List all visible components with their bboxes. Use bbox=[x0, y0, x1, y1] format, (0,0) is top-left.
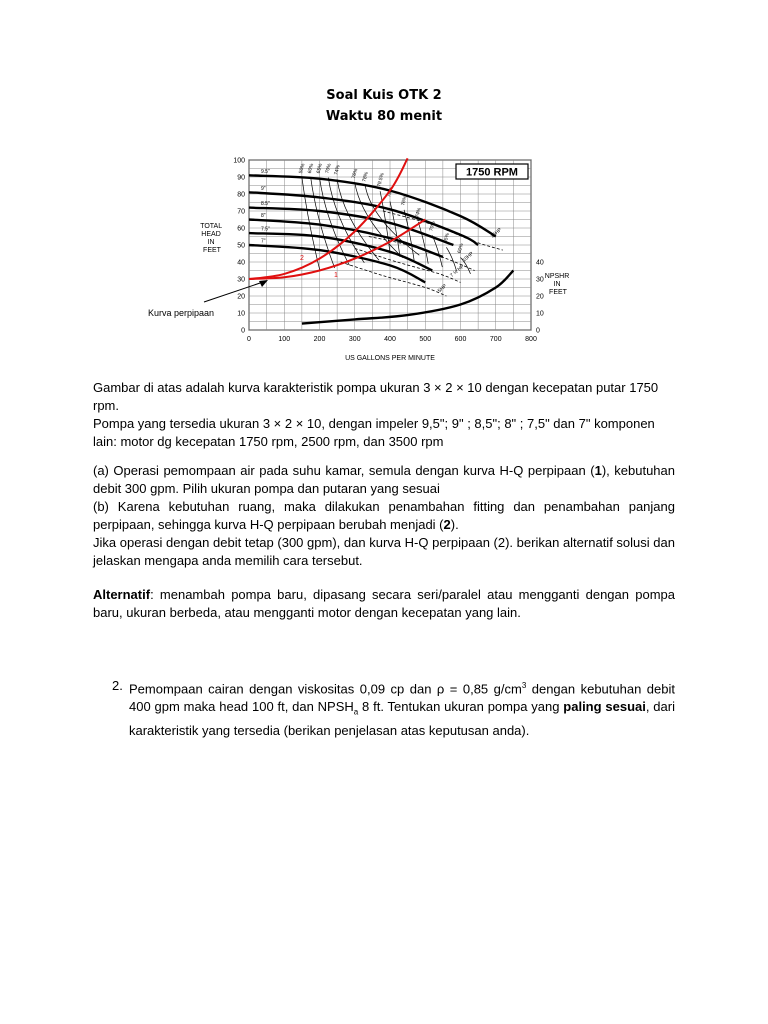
y-tick-label: 70 bbox=[237, 208, 245, 216]
svg-text:1750 RPM: 1750 RPM bbox=[466, 166, 518, 179]
y-tick-label: 60 bbox=[237, 225, 245, 233]
impeller-label: 8" bbox=[261, 213, 266, 219]
annotation-kurva-perpipaan: Kurva perpipaan bbox=[148, 308, 215, 318]
hp-label: 5HP bbox=[436, 283, 449, 295]
impeller-label: 7" bbox=[261, 238, 266, 245]
question-2-number: 2. bbox=[112, 678, 123, 693]
hp-label: 7 ½ HP bbox=[449, 263, 466, 279]
impeller-label: 9.5" bbox=[261, 168, 270, 175]
y-tick-label: 0 bbox=[241, 327, 245, 335]
npshr-tick-label: 40 bbox=[536, 259, 544, 267]
npshr-tick-label: 30 bbox=[536, 276, 544, 284]
y-tick-label: 100 bbox=[233, 157, 245, 165]
x-tick-label: 400 bbox=[384, 336, 396, 343]
npshr-tick-label: 0 bbox=[536, 327, 540, 335]
efficiency-label: 78% bbox=[386, 186, 395, 198]
hp-label: 15HP bbox=[489, 227, 504, 240]
efficiency-label: 74% bbox=[414, 207, 423, 219]
y-tick-label: 10 bbox=[237, 310, 245, 318]
pump-curve-chart bbox=[140, 150, 570, 365]
y-tick-label: 50 bbox=[237, 242, 245, 250]
y-tick-label: 40 bbox=[237, 259, 245, 267]
efficiency-label: 70% bbox=[324, 162, 333, 175]
x-tick-label: 700 bbox=[489, 336, 502, 343]
question-b-task: Jika operasi dengan debit tetap (300 gpm), dan kurva H-Q perpipaan (2). berikan alternatif solusi dan jelaskan mengapa anda memilih cara tersebut. bbox=[93, 535, 675, 568]
efficiency-label: 76% bbox=[400, 195, 409, 207]
alternative-note: Alternatif: menambah pompa baru, dipasang secara seri/paralel atau mengganti dengan pompa baru, ukuran berbeda, atau mengganti motor dengan kecepatan yang lain. bbox=[93, 587, 675, 620]
y-axis-label-right: NPSHR IN FEET bbox=[544, 273, 570, 296]
question-2: 2. Pemompaan cairan dengan viskositas 0,09 cp dan ρ = 0,85 $g/cm^3$ dengan kebutuhan debit 400 gpm maka head 100 ft, dan $NPSH_a$ 8 ft. Tentukan ukuran pompa yang paling sesuai, dari karakteristik yang tersedia (berikan penjelasan atas keputusan anda). bbox=[112, 678, 675, 738]
y-tick-label: 20 bbox=[237, 293, 245, 301]
page-title: Soal Kuis OTK 2 bbox=[326, 88, 442, 103]
hp-label: 10HP bbox=[461, 250, 475, 264]
x-tick-label: 0 bbox=[247, 336, 251, 343]
impeller-label: 9" bbox=[261, 185, 266, 192]
curve-label-2: 2 bbox=[300, 255, 304, 262]
x-tick-label: 600 bbox=[454, 336, 467, 343]
question-b: (b) Karena kebutuhan ruang, maka dilakukan penambahan fitting dan penambahan panjang perpipaan, sehingga kurva H-Q perpipaan berubah menjadi (2). bbox=[93, 499, 675, 532]
efficiency-label: 60% bbox=[306, 162, 316, 175]
impeller-label: 7.5" bbox=[261, 226, 270, 233]
impeller-label: 8.5" bbox=[261, 201, 270, 208]
npshr-tick-label: 10 bbox=[536, 310, 544, 318]
y-tick-label: 30 bbox=[237, 276, 245, 284]
curve-label-1: 1 bbox=[334, 272, 338, 279]
efficiency-label: 70% bbox=[428, 220, 437, 232]
rpm-box bbox=[456, 164, 528, 179]
efficiency-label: 76% bbox=[350, 168, 360, 180]
x-tick-label: 300 bbox=[348, 336, 361, 343]
y-tick-label: 80 bbox=[237, 191, 245, 199]
y-tick-label: 90 bbox=[237, 174, 245, 182]
x-tick-label: 100 bbox=[278, 336, 291, 343]
efficiency-label: 79.5% bbox=[376, 172, 386, 188]
paragraph-intro: Gambar di atas adalah kurva karakteristik pompa ukuran 3 × 2 × 10 dengan kecepatan putar 1750 rpm. bbox=[93, 380, 659, 413]
npshr-tick-label: 20 bbox=[536, 293, 544, 301]
efficiency-label: 50% bbox=[298, 162, 307, 175]
x-tick-label: 800 bbox=[525, 336, 537, 343]
question-a: (a) Operasi pemompaan air pada suhu kamar, semula dengan kurva H-Q perpipaan (1), kebutuhan debit 300 gpm. Pilih ukuran pompa dan putaran yang sesuai bbox=[93, 463, 675, 496]
page-subtitle: Waktu 80 menit bbox=[325, 109, 443, 124]
x-tick-label: 500 bbox=[419, 336, 432, 343]
x-axis-label: US GALLONS PER MINUTE bbox=[345, 355, 435, 362]
efficiency-label: 65% bbox=[315, 162, 325, 175]
efficiency-label: 74% bbox=[333, 164, 342, 176]
y-axis-label-left: TOTAL HEAD IN FEET bbox=[200, 223, 222, 254]
x-tick-label: 200 bbox=[313, 336, 326, 343]
efficiency-label: 65% bbox=[442, 232, 451, 244]
paragraph-available-pumps: Pompa yang tersedia ukuran 3 × 2 × 10, dengan impeler 9,5"; 9" ; 8,5"; 8" ; 7,5" dan 7" komponen lain: motor dg kecepatan 1750 rpm, 2500 rpm, dan 3500 rpm bbox=[93, 416, 655, 449]
efficiency-label: 60% bbox=[456, 242, 466, 255]
efficiency-label: 78% bbox=[361, 171, 370, 183]
